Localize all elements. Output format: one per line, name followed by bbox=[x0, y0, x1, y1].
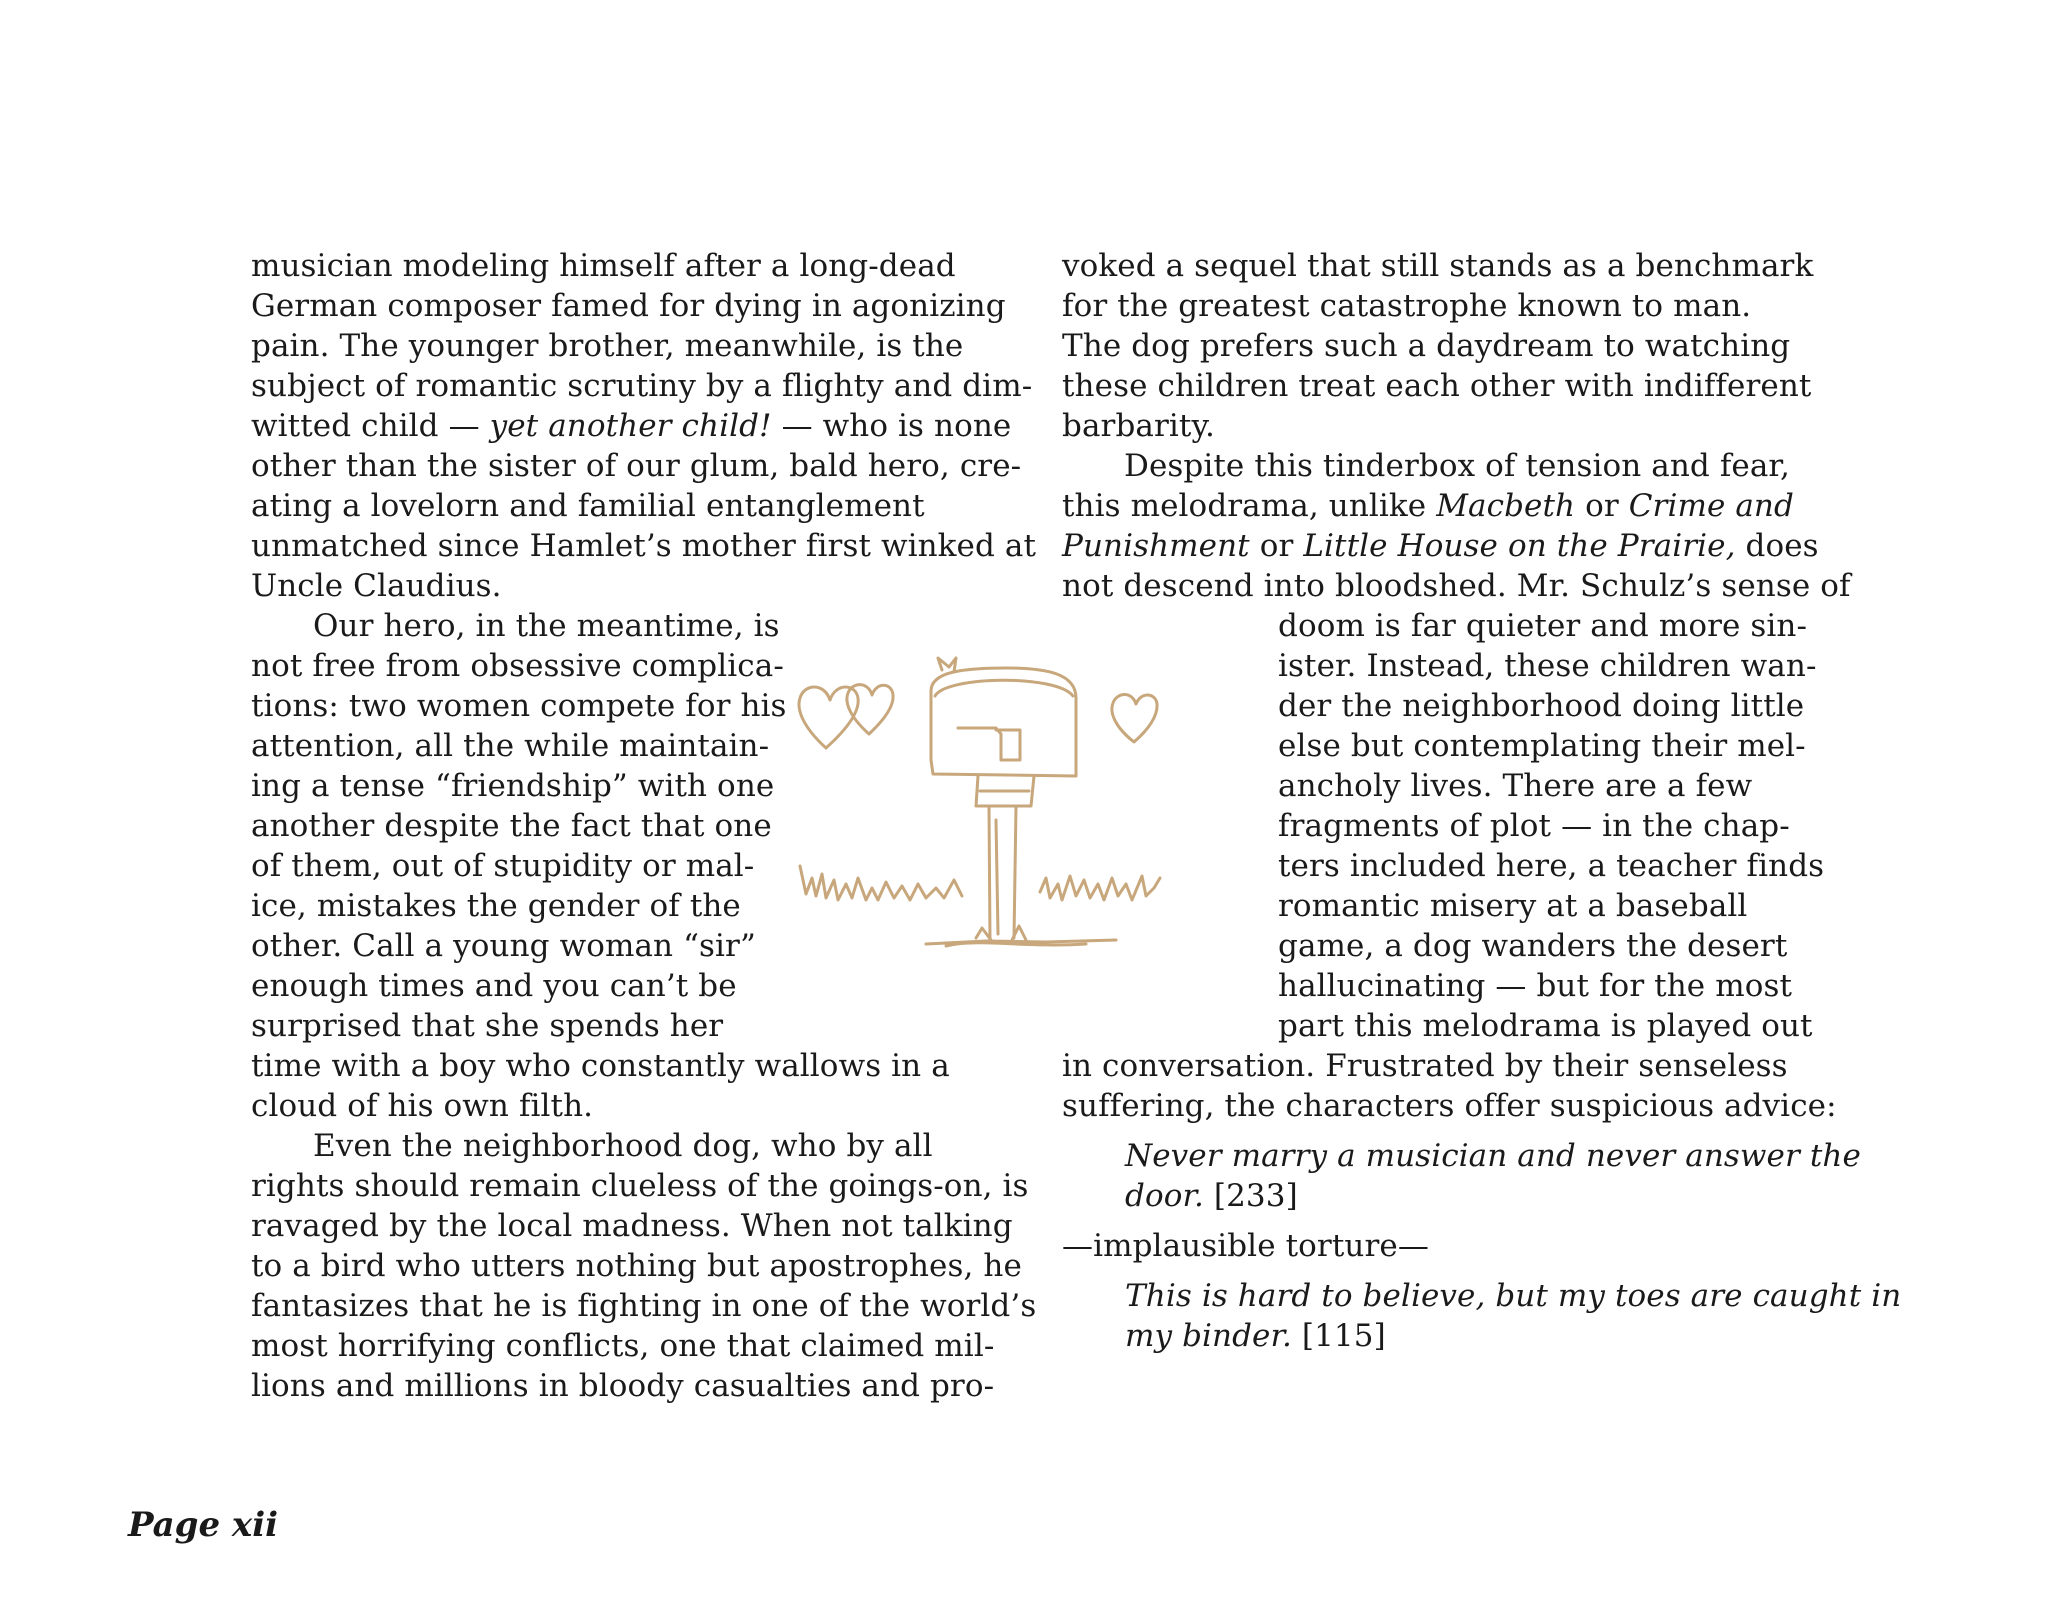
right_column-line bbox=[1062, 406, 1215, 446]
text-run: ister. Instead, these children wan- bbox=[1278, 648, 1817, 684]
ground-line bbox=[926, 926, 1116, 946]
left_column-line bbox=[251, 1046, 950, 1086]
left_column-line bbox=[251, 846, 754, 886]
text-run: tions: two women compete for his bbox=[251, 688, 787, 724]
left_column-line bbox=[251, 1206, 1013, 1246]
page-number: Page xii bbox=[128, 1505, 279, 1545]
italic-text: Macbeth bbox=[1436, 488, 1576, 524]
left_column-line bbox=[251, 406, 1011, 446]
grass-left bbox=[800, 866, 962, 900]
post bbox=[989, 806, 1016, 940]
text-run: these children treat each other with indifferent bbox=[1062, 368, 1812, 404]
text-run: suffering, the characters offer suspicious advice: bbox=[1062, 1088, 1837, 1124]
text-run: German composer famed for dying in agonizing bbox=[251, 288, 1006, 324]
text-run: musician modeling himself after a long-dead bbox=[251, 248, 956, 284]
italic-text: Punishment bbox=[1062, 528, 1250, 564]
text-run: Despite this tinderbox of tension and fear, bbox=[1124, 448, 1790, 484]
right_column-line bbox=[1278, 646, 1817, 686]
mailbox-bow bbox=[938, 658, 956, 672]
text-run: Uncle Claudius. bbox=[251, 568, 502, 604]
right_column-line bbox=[1125, 1276, 1901, 1316]
text-run: to a bird who utters nothing but apostrophes, he bbox=[251, 1248, 1022, 1284]
text-run: [115] bbox=[1291, 1318, 1386, 1354]
right_column-line bbox=[1278, 846, 1824, 886]
text-run: time with a boy who constantly wallows in a bbox=[251, 1048, 950, 1084]
left_column-line bbox=[251, 726, 769, 766]
right_column-line bbox=[1062, 566, 1851, 606]
text-run: voked a sequel that still stands as a benchmark bbox=[1062, 248, 1814, 284]
right_column-line bbox=[1278, 686, 1804, 726]
right_column-line bbox=[1124, 446, 1790, 486]
text-run: der the neighborhood doing little bbox=[1278, 688, 1805, 724]
right_column-line bbox=[1125, 1176, 1298, 1216]
text-run: lions and millions in bloody casualties and pro- bbox=[251, 1368, 995, 1404]
left_column-line bbox=[251, 286, 1006, 326]
left_column-line bbox=[251, 926, 756, 966]
left_column-line bbox=[251, 1246, 1022, 1286]
text-run: does bbox=[1735, 528, 1819, 564]
text-run: cloud of his own filth. bbox=[251, 1088, 594, 1124]
left_column-line bbox=[251, 1086, 593, 1126]
text-run: or bbox=[1575, 488, 1629, 524]
right_column-line bbox=[1062, 326, 1790, 366]
italic-text: door. bbox=[1125, 1178, 1204, 1214]
text-run: —implausible torture— bbox=[1062, 1228, 1429, 1264]
text-run: game, a dog wanders the desert bbox=[1278, 928, 1788, 964]
text-run: ravaged by the local madness. When not talking bbox=[251, 1208, 1013, 1244]
text-run: witted child — bbox=[251, 408, 490, 444]
right_column-line bbox=[1062, 526, 1819, 566]
right_column-line bbox=[1278, 726, 1806, 766]
left_column-line bbox=[251, 446, 1021, 486]
right_column-line bbox=[1278, 966, 1792, 1006]
text-run: fantasizes that he is fighting in one of the world’s bbox=[251, 1288, 1037, 1324]
text-run: or bbox=[1249, 528, 1304, 564]
text-run: surprised that she spends her bbox=[251, 1008, 724, 1044]
text-run: else but contemplating their mel- bbox=[1278, 728, 1806, 764]
left_column-line bbox=[251, 566, 502, 606]
post-cap bbox=[976, 776, 1034, 806]
text-run: unmatched since Hamlet’s mother first winked at bbox=[251, 528, 1037, 564]
right_column-line bbox=[1278, 606, 1807, 646]
right_column-line bbox=[1278, 886, 1747, 926]
left_column-line bbox=[251, 886, 741, 926]
text-run: ing a tense “friendship” with one bbox=[251, 768, 775, 804]
text-run: hallucinating — but for the most bbox=[1278, 968, 1793, 1004]
left_column-line bbox=[251, 1366, 994, 1406]
italic-text: This is hard to believe, but my toes are caught in bbox=[1125, 1278, 1902, 1314]
text-run: doom is far quieter and more sin- bbox=[1278, 608, 1808, 644]
text-run: rights should remain clueless of the goings-on, is bbox=[251, 1168, 1029, 1204]
italic-text: Crime and bbox=[1628, 488, 1794, 524]
text-run: ancholy lives. There are a few bbox=[1278, 768, 1753, 804]
left_column-line bbox=[251, 686, 787, 726]
text-run: another despite the fact that one bbox=[251, 808, 772, 844]
right_column-line bbox=[1062, 286, 1751, 326]
text-run: attention, all the while maintain- bbox=[251, 728, 770, 764]
right_column-line bbox=[1125, 1316, 1386, 1356]
text-run: Even the neighborhood dog, who by all bbox=[313, 1128, 933, 1164]
left_column-line bbox=[251, 366, 1032, 406]
mailbox-with-hearts-drawing bbox=[786, 648, 1276, 998]
text-run: ating a lovelorn and familial entanglement bbox=[251, 488, 925, 524]
left_column-line bbox=[251, 966, 737, 1006]
right_column-line bbox=[1125, 1136, 1861, 1176]
text-run: — who is none bbox=[771, 408, 1012, 444]
text-run: fragments of plot — in the chap- bbox=[1278, 808, 1790, 844]
right_column-line bbox=[1062, 366, 1811, 406]
text-run: most horrifying conflicts, one that claimed mil- bbox=[251, 1328, 995, 1364]
left_column-line bbox=[251, 526, 1036, 566]
left_column-line bbox=[251, 326, 963, 366]
text-run: in conversation. Frustrated by their senseless bbox=[1062, 1048, 1788, 1084]
right_column-line bbox=[1062, 1086, 1837, 1126]
text-run: part this melodrama is played out bbox=[1278, 1008, 1813, 1044]
right_column-line bbox=[1062, 1226, 1429, 1266]
text-run: for the greatest catastrophe known to man. bbox=[1062, 288, 1752, 324]
right_column-line bbox=[1278, 806, 1790, 846]
text-run: [233] bbox=[1203, 1178, 1298, 1214]
italic-text: Little House on the Prairie, bbox=[1303, 528, 1736, 564]
left_column-line bbox=[251, 1326, 994, 1366]
heart-left-icon bbox=[799, 687, 858, 748]
text-run: The dog prefers such a daydream to watching bbox=[1062, 328, 1791, 364]
left_column-line bbox=[251, 1006, 723, 1046]
heart-right-icon bbox=[1112, 695, 1157, 743]
right_column-line bbox=[1062, 1046, 1788, 1086]
right_column-line bbox=[1062, 486, 1794, 526]
text-run: this melodrama, unlike bbox=[1062, 488, 1437, 524]
text-run: other. Call a young woman “sir” bbox=[251, 928, 756, 964]
mailbox-flag bbox=[958, 728, 1020, 760]
left_column-line bbox=[251, 806, 772, 846]
text-run: ice, mistakes the gender of the bbox=[251, 888, 741, 924]
left_column-line bbox=[251, 486, 925, 526]
italic-text: yet another child! bbox=[489, 408, 772, 444]
text-run: romantic misery at a baseball bbox=[1278, 888, 1748, 924]
left_column-line bbox=[313, 606, 780, 646]
text-run: ters included here, a teacher finds bbox=[1278, 848, 1825, 884]
text-run: not descend into bloodshed. Mr. Schulz’s sense of bbox=[1062, 568, 1851, 604]
text-run: other than the sister of our glum, bald hero, cre- bbox=[251, 448, 1022, 484]
text-run: Our hero, in the meantime, is bbox=[313, 608, 780, 644]
right_column-line bbox=[1062, 246, 1813, 286]
text-run: barbarity. bbox=[1062, 408, 1215, 444]
left_column-line bbox=[313, 1126, 933, 1166]
right_column-line bbox=[1278, 1006, 1813, 1046]
text-run: not free from obsessive complica- bbox=[251, 648, 784, 684]
italic-text: my binder. bbox=[1125, 1318, 1292, 1354]
text-run: subject of romantic scrutiny by a flighty and dim- bbox=[251, 368, 1033, 404]
grass-right bbox=[1040, 876, 1160, 900]
text-run: enough times and you can’t be bbox=[251, 968, 737, 1004]
right_column-line bbox=[1278, 766, 1752, 806]
italic-text: Never marry a musician and never answer the bbox=[1125, 1138, 1861, 1174]
left_column-line bbox=[251, 766, 774, 806]
left_column-line bbox=[251, 1166, 1029, 1206]
text-run: of them, out of stupidity or mal- bbox=[251, 848, 755, 884]
right_column-line bbox=[1278, 926, 1787, 966]
text-run: pain. The younger brother, meanwhile, is the bbox=[251, 328, 964, 364]
left_column-line bbox=[251, 246, 956, 286]
left_column-line bbox=[251, 1286, 1036, 1326]
left_column-line bbox=[251, 646, 784, 686]
